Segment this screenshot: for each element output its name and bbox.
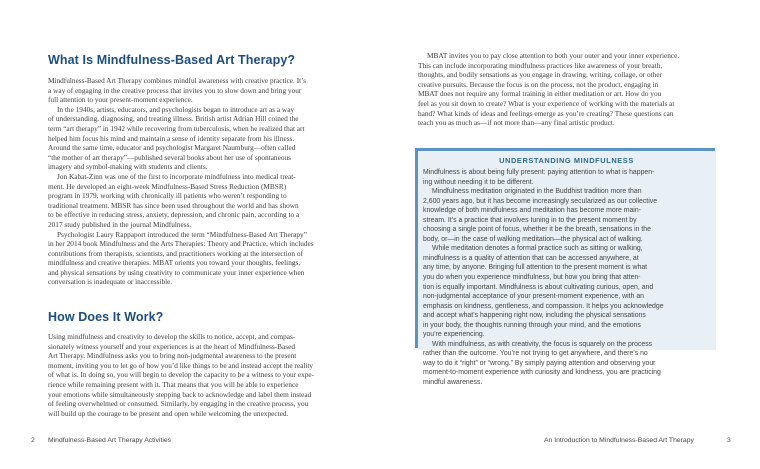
text-line: creative pursuits. Because the focus is on the process, not the product, engaging in	[418, 79, 659, 89]
text-line: non-judgmental acceptance of your present-moment experience, with an	[423, 293, 645, 301]
text-line: Psychologist Laury Rappaport introduced the term “Mindfulness-Based Art Therapy”	[57, 229, 307, 239]
text-line: program in 1979, working with chronically ill patients who weren’t responding to	[48, 191, 287, 201]
text-line: Mindfulness is about being fully present: paying attention to what is happen-	[423, 169, 655, 176]
text-line: stream. It’s a practice that involves tuning in to the present moment by	[423, 216, 637, 224]
sidebar-box-text	[423, 168, 713, 388]
text-line: ing without needing it to be different.	[423, 178, 534, 186]
footer-chapter-title: An Introduction to Mindfulness-Based Art Therapy	[544, 437, 694, 444]
text-line: Using mindfulness and creativity to develop the skills to notice, accept, and compas-	[48, 332, 296, 341]
text-line: of what is. In doing so, you will begin to develop the capacity to be a witness to your expe-	[48, 370, 315, 380]
paragraph	[48, 76, 353, 105]
text-line: Jon Kabat-Zinn was one of the first to incorporate mindfulness into medical treat-	[57, 171, 296, 181]
text-line: 2,600 years ago, but it has become increasingly secularized as our collective	[423, 197, 658, 205]
text-line: In the 1940s, artists, educators, and psychologists began to introduce art as a way	[57, 104, 295, 114]
text-line: Around the same time, educator and psychologist Margaret Naumburg—often called	[48, 143, 296, 153]
text-line: contributions from therapists, scientists, and practitioners working at the intersection of	[48, 248, 303, 258]
text-line: rather than the outcome. You’re not trying to get anywhere, and there’s no	[423, 350, 648, 358]
text-line: term “art therapy” in 1942 while recovering from tuberculosis, when he realized that art	[48, 123, 305, 133]
text-line: ment. He developed an eight-week Mindfulness-Based Stress Reduction (MBSR)	[48, 181, 287, 191]
text-line: 2017 study published in the journal Mindfulness.	[48, 219, 192, 229]
sidebar-box-title: UNDERSTANDING MINDFULNESS	[499, 156, 634, 165]
text-line: teach you as much as—if not more than—any final artistic product.	[418, 118, 615, 128]
paragraph	[48, 230, 353, 288]
text-line: body, or—in the case of walking meditation—the physical act of walking.	[423, 235, 643, 243]
section-heading-how-it-works: How Does It Work?	[48, 310, 164, 324]
text-line: way to do it “right” or “wrong.” By simply paying attention and observing your	[423, 359, 656, 367]
text-line: “the mother of art therapy”—published several books about her use of spontaneous	[48, 152, 291, 162]
text-line: knowledge of both mindfulness and meditation has become more main-	[423, 207, 641, 215]
text-line: will build up the courage to be present and open while welcoming the unexpected.	[48, 408, 289, 418]
text-line: moment, inviting you to let go of how you’d like things to be and instead accept the reality	[48, 360, 314, 370]
section-heading-mbat: What Is Mindfulness-Based Art Therapy?	[48, 53, 296, 67]
text-line: While meditation denotes a formal practice such as sitting or walking,	[432, 245, 643, 253]
text-line: conversation is inadequate or inaccessible.	[48, 277, 173, 287]
text-line: With mindfulness, as with creativity, the focus is squarely on the process	[432, 340, 653, 348]
text-line: mindfulness is a quality of attention that can be accessed anywhere, at	[423, 254, 639, 262]
text-line: you do when you experience mindfulness, but how you bring that atten-	[423, 274, 641, 282]
body-text-section-2	[48, 332, 353, 418]
text-line: you’re experiencing.	[423, 331, 485, 339]
text-line: full attention to your present-moment experience.	[48, 95, 193, 105]
text-line: any time, by anyone. Bringing full attention to the present moment is what	[423, 264, 648, 272]
text-line: sionately witness yourself and your experiences is at the heart of Mindfulness-Based	[48, 341, 296, 351]
text-line: MBAT invites you to pay close attention to both your outer and your inner experience.	[427, 51, 680, 60]
text-line: hand? What kinds of ideas and feelings emerge as you’re creating? These questions can	[418, 108, 674, 118]
paragraph	[48, 172, 353, 230]
text-line: feel as you sit down to create? What is your experience of working with the materials at	[418, 98, 675, 108]
paragraph	[423, 168, 713, 187]
text-line: Mindfulness meditation originated in the Buddhist tradition more than	[432, 188, 642, 196]
text-line: of understanding, diagnosing, and treating illness. British artist Adrian Hill coined the	[48, 114, 299, 124]
text-line: a way of engaging in the creative process that invites you to slow down and bring your	[48, 85, 302, 95]
text-line: choosing a single point of focus, whether it be the breath, sensations in the	[423, 226, 651, 234]
body-text-intro	[418, 51, 718, 128]
text-line: your emotions while simultaneously stepping back to acknowledge and label them instead	[48, 389, 312, 399]
text-line: imagery and symbol-making with students and clients.	[48, 162, 208, 172]
text-line: traditional treatment. MBSR has since been used throughout the world and has shown	[48, 200, 299, 210]
footer-book-title: Mindfulness-Based Art Therapy Activities	[48, 437, 172, 444]
text-line: in her 2014 book Mindfulness and the Arts Therapies: Theory and Practice, which includes	[48, 239, 314, 249]
text-line: of feeling overwhelmed or consumed. Similarly, by engaging in the creative process, you	[48, 399, 309, 409]
text-line: in your body, the thoughts running through your mind, and the emotions	[423, 321, 641, 329]
body-text-section-1	[48, 76, 353, 287]
text-line: rience while remaining present with it. That means that you will be able to experience	[48, 379, 299, 389]
text-line: mindfulness and creative therapies. MBAT orients you toward your thoughts, feelings,	[48, 258, 301, 268]
text-line: emphasis on kindness, gentleness, and compassion. It helps you acknowledge	[423, 302, 664, 310]
text-line: This can include incorporating mindfulness practices like awareness of your breath,	[418, 60, 663, 70]
text-line: helped him focus his mind and maintain a sense of identity separate from his illness.	[48, 133, 295, 143]
paragraph	[48, 105, 353, 172]
footer-page-number-left: 2	[31, 437, 35, 444]
text-line: and physical sensations by using creativity to communicate your inner experience when	[48, 267, 305, 277]
paragraph	[418, 51, 718, 128]
text-line: and accept what’s happening right now, including the physical sensations	[423, 312, 646, 320]
text-line: moment-to-moment experience with curiosity and kindness, you are practicing	[423, 369, 661, 377]
text-line: thoughts, and bodily sensations as you engage in drawing, writing, collage, or other	[418, 70, 662, 80]
text-line: to be effective in reducing stress, anxiety, depression, and chronic pain, according to a	[48, 210, 300, 220]
paragraph	[48, 332, 353, 418]
text-line: mindful awareness.	[423, 379, 483, 387]
paragraph	[423, 340, 713, 388]
text-line: Art Therapy. Mindfulness asks you to bring non-judgmental awareness to the present	[48, 351, 297, 361]
footer-page-number-right: 3	[727, 437, 731, 444]
paragraph	[423, 244, 713, 339]
paragraph	[423, 187, 713, 244]
text-line: Mindfulness-Based Art Therapy combines mindful awareness with creative practice. It’s	[48, 76, 307, 85]
text-line: tion is equally important. Mindfulness is about cultivating curious, open, and	[423, 283, 654, 291]
text-line: MBAT does not require any formal training in either meditation or art. How do you	[418, 89, 662, 99]
